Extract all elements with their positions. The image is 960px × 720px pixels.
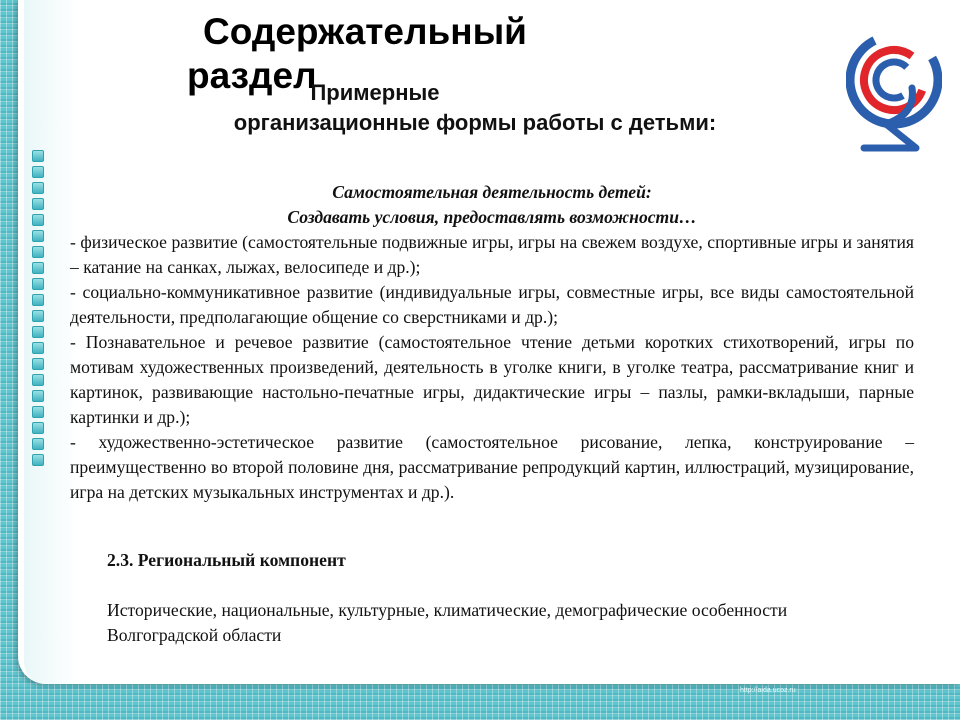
dot-icon [32,262,44,274]
dot-icon [32,246,44,258]
dot-icon [32,406,44,418]
dot-icon [32,454,44,466]
dot-icon [32,422,44,434]
list-item: - физическое развитие (самостоятельные подвижные игры, игры на свежем воздухе, спортивные игры и занятия – катание на санках, лыжах, велосипеде и др.); [70,232,914,277]
side-dots-decoration [32,150,46,466]
dot-icon [32,374,44,386]
dot-icon [32,166,44,178]
list-item: - художественно-эстетическое развитие (самостоятельное рисование, лепка, конструирование – преимущественно во второй половине дня, рассматривание репродукций картин, иллюстраций, музицирование, игра на детских музыкальных инструментах и др.). [70,432,914,502]
dot-icon [32,278,44,290]
fgos-logo-icon [846,30,942,160]
subtitle-line-1: Примерные [310,80,440,105]
list-item: - Познавательное и речевое развитие (самостоятельное чтение детьми коротких стихотворений, игры по мотивам художественных произведений, деятельность в уголке книги, в уголке театра, рассматривание книг и картинок, развивающие настольно-печатные игры, дидактические игры – пазлы, рамки-вкладыши, парные картинки и др.); [70,332,914,427]
dot-icon [32,326,44,338]
regional-component [107,548,867,648]
regional-text: Исторические, национальные, культурные, климатические, демографические особенности Волгоградской области [107,600,788,645]
section-subheading: Создавать условия, предоставлять возможности… [287,207,697,227]
dot-icon [32,150,44,162]
dot-icon [32,438,44,450]
list-item: - социально-коммуникативное развитие (индивидуальные игры, совместные игры, все виды самостоятельной деятельности, предполагающие общение со сверстниками и др.); [70,282,914,327]
footer-url: http://aida.ucoz.ru [740,687,796,694]
dot-icon [32,214,44,226]
dot-icon [32,358,44,370]
dot-icon [32,182,44,194]
dot-icon [32,342,44,354]
dot-icon [32,310,44,322]
page-title-line-2: раздел [187,55,317,96]
dot-icon [32,390,44,402]
page-subtitle [170,78,780,138]
dot-icon [32,198,44,210]
dot-icon [32,230,44,242]
subtitle-line-2: организационные формы работы с детьми: [233,110,717,135]
section-heading: Самостоятельная деятельность детей: [332,182,652,202]
dot-icon [32,294,44,306]
regional-heading: 2.3. Региональный компонент [107,550,346,570]
main-content [70,180,914,505]
page-title-line-1: Содержательный [203,11,527,52]
